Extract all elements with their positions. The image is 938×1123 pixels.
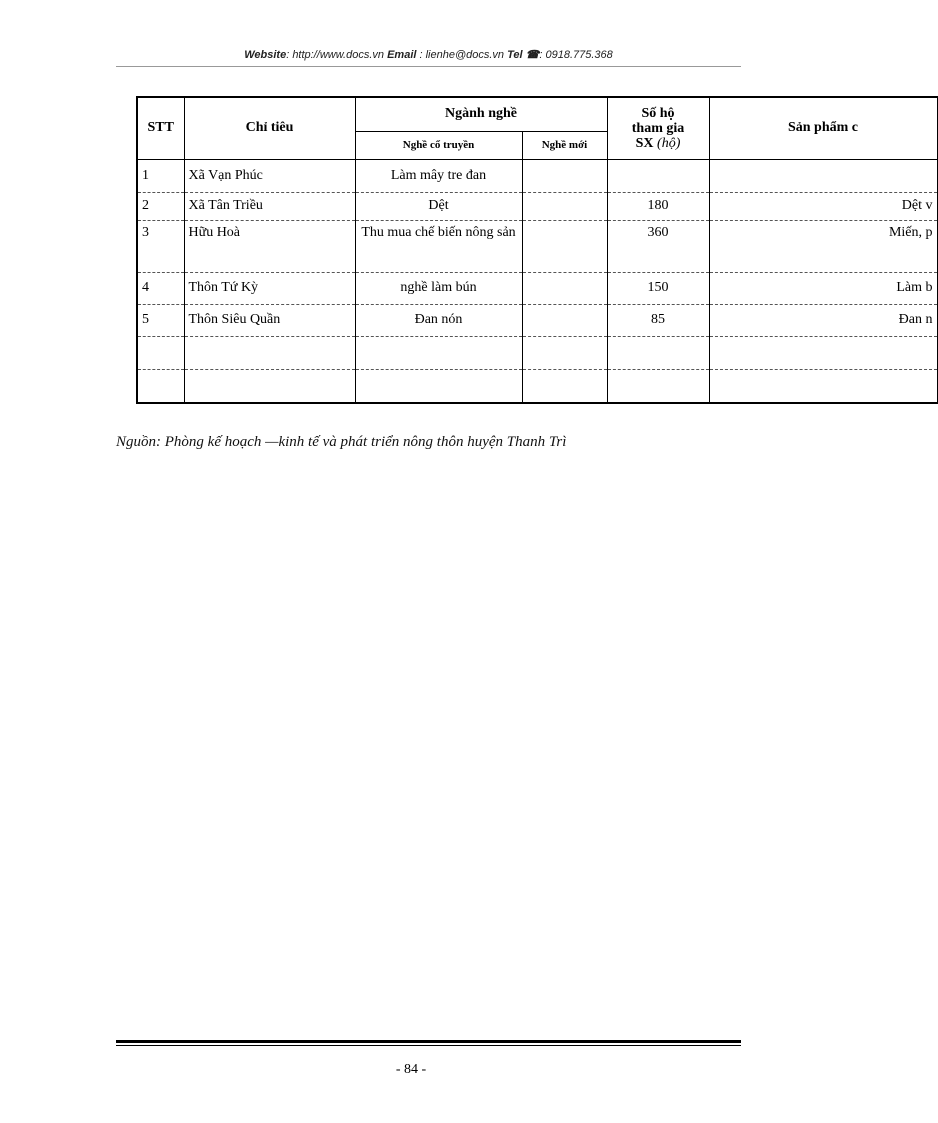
cell-nghe-moi [522,272,607,304]
cell-nghe-co-truyen [355,336,522,369]
cell-nghe-moi [522,159,607,192]
cell-san-pham: Dệt v [709,192,937,220]
cell-stt: 3 [137,220,184,272]
cell-san-pham: Làm b [709,272,937,304]
cell-stt: 1 [137,159,184,192]
page-number: - 84 - [395,1062,427,1077]
cell-so-ho: 150 [607,272,709,304]
cell-san-pham: Miến, p [709,220,937,272]
cell-chi-tieu: Hữu Hoà [184,220,355,272]
header-nghe-moi: Nghề mới [522,131,607,159]
cell-nghe-moi [522,336,607,369]
header-so-ho-sx: SX [635,135,654,151]
cell-stt: 4 [137,272,184,304]
cell-chi-tieu [184,369,355,403]
cell-chi-tieu: Xã Tân Triều [184,192,355,220]
email-label: Email [387,49,417,61]
header-san-pham: Sản phẩm c [709,97,937,159]
email-value: : lienhe@docs.vn [416,49,508,61]
cell-nghe-moi [522,220,607,272]
cell-so-ho [607,159,709,192]
tel-value: : 0918.775.368 [539,49,613,61]
cell-stt [137,336,184,369]
header-stt: STT [137,97,184,159]
cell-stt: 5 [137,304,184,336]
website-value: : http://www.docs.vn [286,49,388,61]
table-row [137,304,937,336]
header-rule [116,66,741,67]
cell-so-ho: 360 [607,220,709,272]
header-so-ho-line3 [612,136,705,151]
cell-nghe-moi [522,192,607,220]
cell-nghe-co-truyen: Thu mua chế biến nông sản [355,220,522,272]
header-nganh-nghe: Ngành nghề [355,97,607,131]
cell-nghe-moi [522,304,607,336]
website-label: Website [244,49,287,61]
table-row [137,272,937,304]
table-row [137,369,937,403]
cell-nghe-co-truyen: nghề làm bún [355,272,522,304]
cell-nghe-co-truyen: Dệt [355,192,522,220]
cell-chi-tieu [184,336,355,369]
page-header [116,48,741,61]
header-so-ho-unit: (hộ) [653,135,681,151]
cell-nghe-co-truyen [355,369,522,403]
cell-so-ho: 180 [607,192,709,220]
cell-chi-tieu: Thôn Tứ Kỳ [184,272,355,304]
cell-nghe-co-truyen: Đan nón [355,304,522,336]
cell-nghe-moi [522,369,607,403]
cell-so-ho [607,336,709,369]
footer-rule-thin [116,1045,741,1046]
table-row [137,192,937,220]
footer-rule-thick [116,1040,741,1043]
cell-stt [137,369,184,403]
cell-chi-tieu: Xã Vạn Phúc [184,159,355,192]
cell-san-pham: Đan n [709,304,937,336]
cell-san-pham [709,336,937,369]
table-container [136,96,933,416]
header-so-ho [607,97,709,159]
cell-so-ho [607,369,709,403]
table-row [137,159,937,192]
cell-so-ho: 85 [607,304,709,336]
cell-nghe-co-truyen: Làm mây tre đan [355,159,522,192]
tel-label: Tel ☎ [507,49,540,61]
cell-stt: 2 [137,192,184,220]
header-chi-tieu: Chỉ tiêu [184,97,355,159]
table-row [137,336,937,369]
data-table [136,96,938,404]
header-nghe-co-truyen: Nghề cổ truyền [355,131,522,159]
source-note: Nguồn: Phòng kế hoạch —kinh tế và phát triển nông thôn huyện Thanh Trì [116,434,567,450]
header-so-ho-line2: tham gia [631,120,685,136]
header-so-ho-line1: Số hộ [641,105,675,121]
cell-chi-tieu: Thôn Siêu Quần [184,304,355,336]
cell-san-pham [709,369,937,403]
table-row [137,220,937,272]
cell-san-pham [709,159,937,192]
